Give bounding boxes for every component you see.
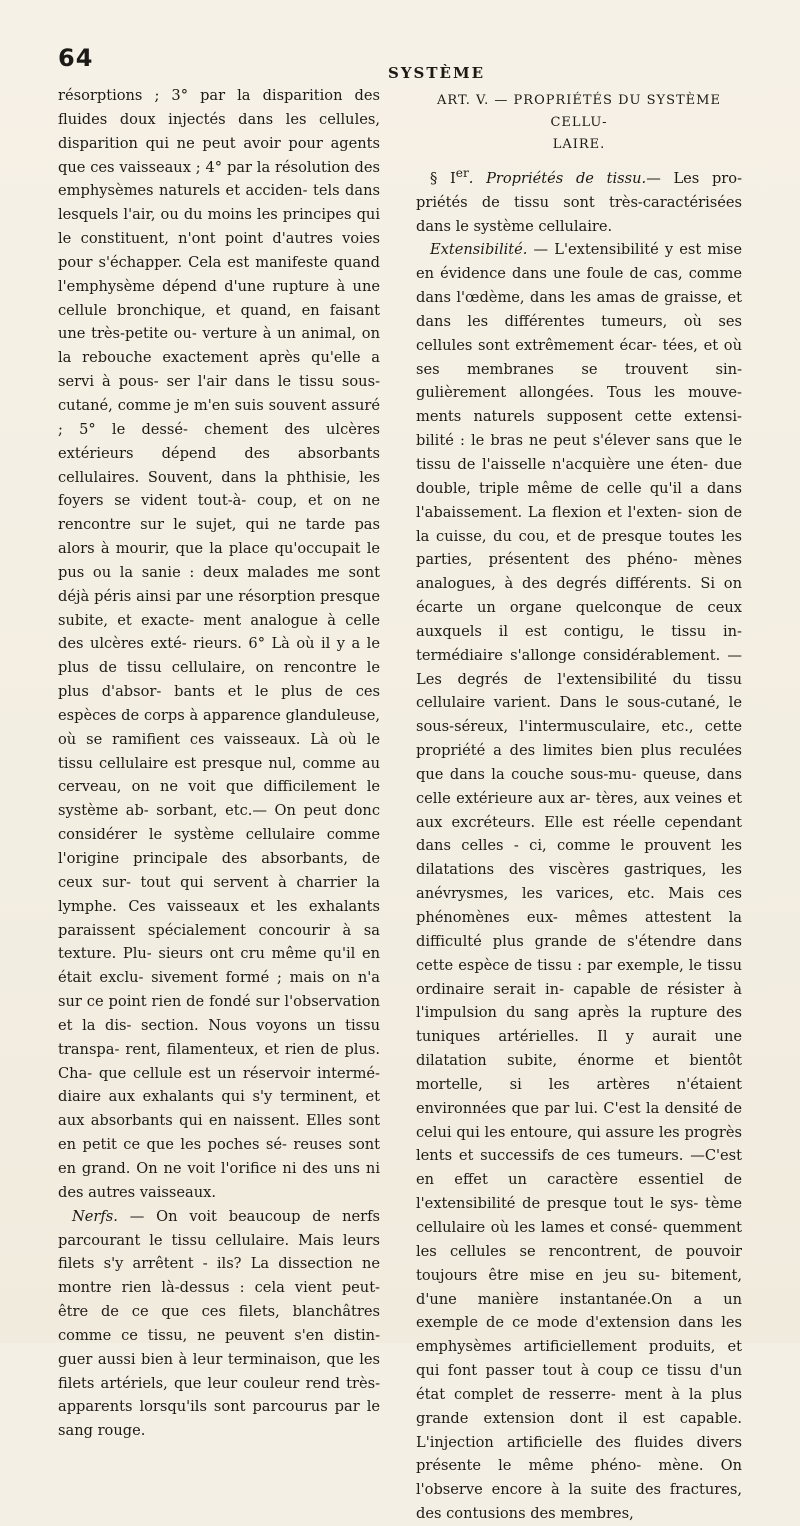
article-heading-line-2: LAIRE.	[552, 137, 606, 152]
article-heading	[416, 90, 742, 156]
section-text: — Les pro- priétés de tissu sont très-caractérisées dans le système cellulaire.	[416, 169, 743, 235]
right-column	[416, 84, 742, 1526]
nerfs-paragraph	[58, 1205, 380, 1443]
section-paragraph	[416, 162, 742, 238]
extensibility-label: Extensibilité.	[430, 241, 528, 259]
nerfs-label: Nerfs.	[72, 1207, 118, 1225]
left-column	[58, 84, 380, 1443]
left-paragraph-1: résorptions ; 3° par la disparition des fluides doux injectés dans les cellules, disparition qui ne peut avoir pour agents que ces vaisseaux ; 4° par la résolution des emphysèmes naturels et acciden- tels dans lesquels l'air, ou du moins les principes qui le constituent, n'ont point d'autres voies pour s'échapper. Cela est manifeste quand l'emphysème dépend d'une rupture à une cellule bronchique, et quand, en faisant une très-petite ou- verture à un animal, on la rebouche exactement après qu'elle a servi à pous- ser l'air dans le tissu sous-cutané, comme je m'en suis souvent assuré ; 5° le dessé- chement des ulcères extérieurs dépend des absorbants cellulaires. Souvent, dans la phthisie, les foyers se vident tout-à- coup, et on ne rencontre sur le sujet, qui ne tarde pas alors à mourir, que la place qu'occupait le pus ou la sanie : deux malades me sont déjà péris ainsi par une résorption presque subite, et exacte- ment analogue à celle des ulcères exté- rieurs. 6° Là où il y a le plus de tissu cellulaire, on rencontre le plus d'absor- bants et le plus de ces espèces de corps à apparence glanduleuse, où se ramifient ces vaisseaux. Là où le tissu cellulaire est presque nul, comme au cerveau, on ne voit que difficilement le système ab- sorbant, etc.— On peut donc considérer le système cellulaire comme l'origine principale des absorbants, de ceux sur- tout qui servent à charrier la lymphe. Ces vaisseaux et les exhalants paraissent spécialement concourir à sa texture. Plu- sieurs ont cru même qu'il en était exclu- sivement formé ; mais on n'a sur ce point rien de fondé sur l'observation et la dis- section. Nous voyons un tissu transpa- rent, filamenteux, et rien de plus. Cha- que cellule est un réservoir intermé- diaire aux exhalants qui s'y terminent, et aux absorbants qui en naissent. Elles sont en petit ce que les poches sé- reuses sont en grand. On ne voit l'orifice ni des uns ni des autres vaisseaux.	[58, 87, 380, 1201]
section-prefix: § I	[430, 169, 456, 187]
section-title: . Propriétés de tissu.	[468, 169, 647, 187]
page-number: 64	[58, 44, 94, 72]
extensibility-text: — L'extensibilité y est mise en évidence dans une foule de cas, comme dans l'œdème, dans les amas de graisse, et dans les différentes tumeurs, où ses cellules sont extrêmement écar- tées, et où ses membranes se trouvent sin- gulièrement allongées. Tous les mouve- ments naturels supposent cette extensi- bilité : le bras ne peut s'élever sans que le tissu de l'aisselle n'acquière une éten- due double, triple même de celle qu'il a dans l'abaissement. La flexion et l'exten- sion de la cuisse, du cou, et de presque toutes les parties, présentent des phéno- mènes analogues, à des degrés différents. Si on écarte un organe quelconque de ceux auxquels il est contigu, le tissu in- termédiaire s'allonge considérablement. — Les degrés de l'extensibilité du tissu cellulaire varient. Dans le sous-cutané, le sous-séreux, l'intermusculaire, etc., cette propriété a des limites bien plus reculées que dans la couche sous-mu- queuse, dans celle extérieure aux ar- tères, aux veines et aux excréteurs. Elle est réelle cependant dans celles - ci, comme le prouvent les dilatations des viscères gastriques, les anévrysmes, les varices, etc. Mais ces phénomènes eux- mêmes attestent la difficulté plus grande de s'étendre dans cette espèce de tissu : par exemple, le tissu ordinaire serait in- capable de résister à l'impulsion du sang après la rupture des tuniques artérielles. Il y aurait une dilatation subite, énorme et bientôt mortelle, si les artères n'étaient environnées que par lui. C'est la densité de celui qui les entoure, qui assure les progrès lents et successifs de ces tumeurs. —C'est en effet un caractère essentiel de l'extensibilité de presque tout le sys- tème cellulaire où les lames et consé- quemment les cellules se rencontrent, de pouvoir toujours être mise en jeu su- bitement, d'une manière instantanée.On a un exemple de ce mode d'extension dans les emphysèmes artificiellement produits, et qui font passer tout à coup ce tissu d'un état complet de resserre- ment à la plus grande extension dont il est capable. L'injection artificielle des fluides divers présente le même phéno- mène. On l'observe encore à la suite des fractures, des contusions des membres,	[416, 241, 742, 1523]
nerfs-text: — On voit beaucoup de nerfs parcourant le tissu cellulaire. Mais leurs filets s'y arrêtent - ils? La dissection ne montre rien là-dessus : cela vient peut- être de ce que ces filets, blanchâtres comme ce tissu, ne peuvent s'en distin- guer aussi bien à leur terminaison, que les filets artériels, que leur couleur rend très-apparents lorsqu'ils sont parcourus par le sang rouge.	[58, 1207, 380, 1440]
page-header	[58, 44, 758, 84]
running-title: SYSTÈME	[388, 64, 486, 82]
article-heading-line-1: ART. V. — PROPRIÉTÉS DU SYSTÈME CELLU-	[437, 93, 721, 130]
extensibility-paragraph	[416, 238, 742, 1526]
section-superscript: er	[455, 166, 469, 180]
